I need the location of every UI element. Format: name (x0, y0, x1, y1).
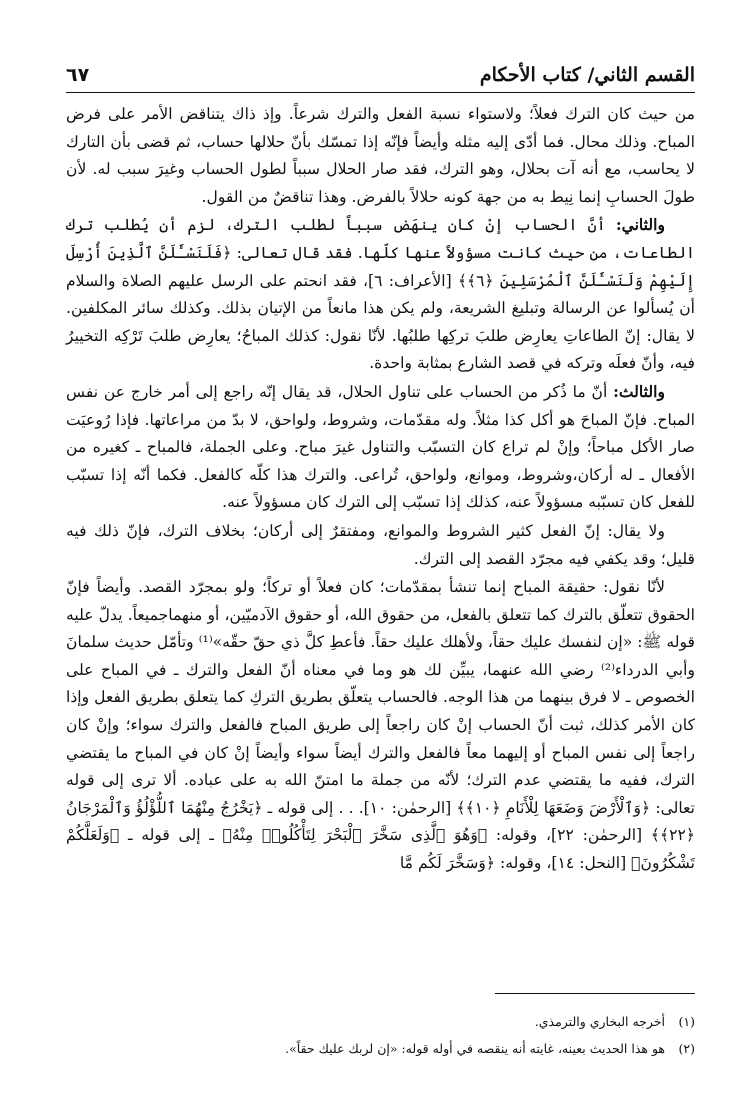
footnote-2 (66, 1035, 695, 1062)
main-text (66, 100, 695, 878)
paragraph-text: أنّ ما ذُكر من الحساب على تناول الحلال، قد يقال إنّه راجع إلى أمر خارج عن نفس المباح. فإنّ المباحَ هو أكل كذا مثلاً. وله مقدّمات، وشروط، ولواحق، لا بدّ من مراعاتها. فإذا رُوعيَت صار الأكل مباحاً؛ وإنْ لم تراع كان التسبّب والتناول غيرَ مباح. وعلى الجملة، فالمباح ـ كغيره من الأفعال ـ له أركان،وشروط، وموانع، ولواحق، تُراعى. والترك هذا كلّه كالفعل. فكما أنّه إذا تسبّب للفعل كان تسبّبه مسؤولاً عنه، كذلك إذا تسبّب إلى الترك كان مسؤولاً عنه. (66, 382, 695, 512)
footnote-number: (١) (678, 1014, 695, 1029)
footnote-text: هو هذا الحديث بعينه، غايته أنه ينقصه في أوله قوله: «إن لربك عليك حقاً». (285, 1041, 665, 1056)
footnote-divider (495, 993, 695, 994)
running-header (66, 60, 695, 93)
paragraph-text: من حيث كان الترك فعلاً؛ ولاستواء نسبة الفعل والترك شرعاً. وإذ ذاك يتناقض الأمر على فرض المباح. وذلك محال. فما أدّى إليه مثله وأيضاً فإنّه إذا تمسّك بأنّ حلالها حساب، ثم قضى بأن التارك لا يحاسب، مع أنه آت بحلال، وهو الترك، فقد صار الحلال سبباً لطول الحساب وغيرَ سبب له. لأن طولَ الحسابِ إنما نِيط به من جهة كونه حلالاً بالفرض. وهذا تناقضٌ من القول. (66, 105, 695, 206)
paragraph-1 (66, 100, 695, 211)
footnote-1 (66, 1008, 695, 1035)
paragraph-lead: والثالث: (613, 381, 665, 401)
paragraph-text: أنَّ الحساب إنْ كان ينهَض سبباً لطلب الترك، لزم أن يُطلب ترك الطاعات، من حيث كانت مسؤولاً عنها كلّها. فقد قال تعالى: ﴿فَلَنَسْـَٔلَنَّ ٱلَّذِينَ أُرْسِلَ إِلَيْهِمْ وَلَنَسْـَٔلَنَّ ٱلْمُرْسَلِينَ ﴿٦﴾﴾ [الأعراف: ٦]، فقد انحتم على الرسل عليهم الصلاة والسلام أن يُسألوا عن الرسالة وتبليغ الشريعة، ولم يكن هذا مانعاً من الإتيان بذلك. وكذلك سائر المكلفين. لا يقال: إنّ الطاعاتِ يعارِض طلبَ تركِها طلبُها. لأنّا نقول: كذلك المباحُ؛ يعارِض طلبَ تَرْكِه التخييرُ فيه، وأنّ فعلَه وتركه في قصد الشارع بمثابة واحدة. (66, 216, 696, 373)
paragraph-4 (66, 517, 695, 573)
footnote-text: أخرجه البخاري والترمذي. (534, 1014, 665, 1029)
paragraph-lead: والثاني: (615, 215, 665, 235)
paragraph-3 (66, 378, 695, 517)
paragraph-5 (66, 573, 695, 878)
paragraph-text: ولا يقال: إنّ الفعل كثير الشروط والموانع، ومفتقرٌ إلى أركان؛ بخلاف الترك، فإنّ ذلك فيه قليل؛ وقد يكفي فيه مجرّد القصد إلى الترك. (66, 521, 695, 568)
paragraph-text: لأنّا نقول: حقيقة المباح إنما تنشأ بمقدّمات؛ كان فعلاً أو تركاً؛ ولو بمجرّد القصد. وأيضاً فإنّ الحقوق تتعلّق بالترك كما تتعلق بالفعل، من حقوق الله، أو حقوق الآدميّين، أو منهماجميعاً. يدلّ عليه قوله ﷺ: «إن لنفسك عليك حقاً، ولأهلك عليك حقاً. فأعطِ كلَّ ذي حقّ حقّه»⁽¹⁾ وتأمّل حديث سلمانَ وأبي الدرداء⁽²⁾ رضي الله عنهما، يبيِّن لك هو وما في معناه أنّ الفعل والترك ـ في المباح على الخصوص ـ لا فرق بينهما من هذا الوجه. فالحساب يتعلّق بطريق التركِ كما يتعلق بطريق الفعل وإذا كان الأمر كذلك، ثبت أنّ الحساب إنْ كان راجعاً إلى طريق المباح فالفعل والترك سواء؛ وإنْ كان راجعاً إلى نفس المباح أو إليهما معاً فالفعل والترك أيضاً سواء وأيضاً إنْ كان في المباح ما يقتضي الترك، ففيه ما يقتضي عدم الترك؛ لأنّه من جملة ما امتنّ الله به على عباده. ألا ترى إلى قوله تعالى: ﴿وَٱلْأَرْضَ وَضَعَهَا لِلْأَنَامِ ﴿١٠﴾﴾ [الرحمٰن: ١٠]. . . إلى قوله ـ ﴿يَخْرُجُ مِنْهُمَا ٱللُّؤْلُؤُ وَٱلْمَرْجَانُ ﴿٢٢﴾﴾ [الرحمٰن: ٢٢]، وقوله: ﴿وَهُوَ ٱلَّذِى سَخَّرَ ٱلْبَحْرَ لِتَأْكُلُوا۟ مِنْهُ﴾ ـ إلى قوله ـ ﴿وَلَعَلَّكُمْ تَشْكُرُونَ﴾ [النحل: ١٤]، وقوله: ﴿وَسَخَّرَ لَكُم مَّا (66, 578, 695, 873)
footnote-number: (٢) (678, 1041, 695, 1056)
header-title: القسم الثاني/ كتاب الأحكام (479, 64, 695, 86)
paragraph-2 (66, 211, 695, 378)
page-number: ٦٧ (66, 64, 90, 86)
footnotes (66, 1008, 695, 1062)
